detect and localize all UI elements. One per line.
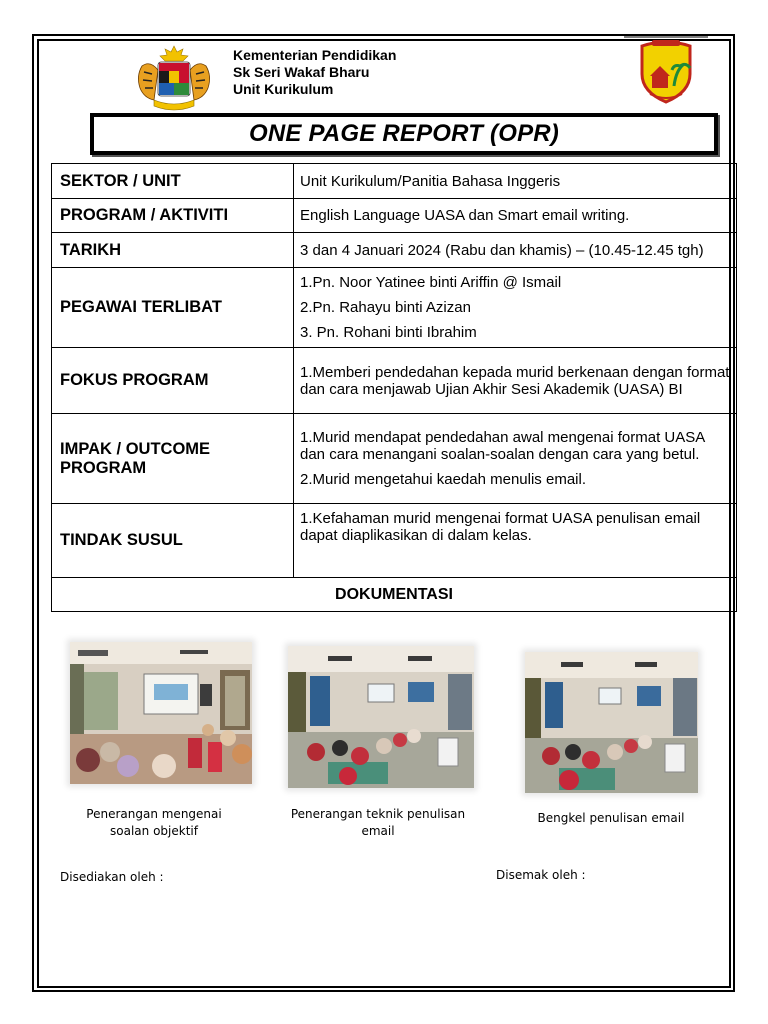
label-tindak: TINDAK SUSUL bbox=[52, 504, 294, 578]
label-pegawai: PEGAWAI TERLIBAT bbox=[52, 268, 294, 348]
value-tindak bbox=[294, 504, 737, 578]
fokus-item-1: 1.Memberi pendedahan kepada murid berkenaan dengan format dan cara menjawab Ujian Akhir Sesi Akademik (UASA) BI bbox=[300, 363, 730, 398]
officer-3: 3. Pn. Rohani binti Ibrahim bbox=[300, 324, 477, 341]
row-dokumentasi bbox=[52, 578, 737, 612]
impak-item-1: 1.Murid mendapat pendedahan awal mengenai format UASA dan cara menangani soalan-soalan dengan cara yang betul. bbox=[300, 429, 705, 463]
row-impak bbox=[52, 414, 737, 504]
row-pegawai bbox=[52, 268, 737, 348]
value-sektor: Unit Kurikulum/Panitia Bahasa Inggeris bbox=[294, 164, 737, 199]
coat-of-arms-logo bbox=[128, 44, 220, 112]
label-sektor: SEKTOR / UNIT bbox=[52, 164, 294, 199]
school-name: Sk Seri Wakaf Bharu bbox=[233, 64, 370, 80]
report-table bbox=[51, 163, 737, 612]
label-fokus: FOKUS PROGRAM bbox=[52, 348, 294, 414]
value-fokus bbox=[294, 348, 737, 414]
tindak-item-1: 1.Kefahaman murid mengenai format UASA penulisan email dapat diaplikasikan di dalam kelas. bbox=[300, 510, 701, 544]
dokumentasi-heading: DOKUMENTASI bbox=[52, 578, 737, 612]
prepared-by-label: Disediakan oleh : bbox=[60, 870, 164, 884]
label-tarikh: TARIKH bbox=[52, 233, 294, 268]
label-program: PROGRAM / AKTIVITI bbox=[52, 199, 294, 233]
officer-2: 2.Pn. Rahayu binti Azizan bbox=[300, 299, 471, 316]
row-tarikh bbox=[52, 233, 737, 268]
report-title: ONE PAGE REPORT (OPR) bbox=[248, 120, 559, 147]
officer-1: 1.Pn. Noor Yatinee binti Ariffin @ Ismail bbox=[300, 274, 562, 291]
checked-by-label: Disemak oleh : bbox=[496, 868, 586, 882]
unit-name: Unit Kurikulum bbox=[233, 81, 334, 97]
value-pegawai bbox=[294, 268, 737, 348]
value-program: English Language UASA dan Smart email writing. bbox=[294, 199, 737, 233]
ministry-name: Kementerian Pendidikan bbox=[233, 47, 397, 63]
value-impak bbox=[294, 414, 737, 504]
photo-email-writing-lesson bbox=[288, 646, 474, 788]
caption-photo-3: Bengkel penulisan email bbox=[537, 811, 685, 825]
impak-item-2: 2.Murid mengetahui kaedah menulis email. bbox=[300, 471, 586, 488]
caption-photo-2: Penerangan teknik penulisan email bbox=[290, 807, 466, 838]
row-fokus bbox=[52, 348, 737, 414]
photo-email-workshop bbox=[525, 652, 698, 793]
row-tindak bbox=[52, 504, 737, 578]
row-program bbox=[52, 199, 737, 233]
school-badge-logo bbox=[624, 36, 708, 108]
label-impak: IMPAK / OUTCOME PROGRAM bbox=[52, 414, 294, 504]
caption-photo-1: Penerangan mengenai soalan objektif bbox=[86, 807, 222, 838]
row-sektor bbox=[52, 164, 737, 199]
photo-classroom-presentation bbox=[70, 642, 252, 784]
ministry-header bbox=[233, 47, 396, 98]
report-title-box bbox=[90, 113, 718, 155]
value-tarikh: 3 dan 4 Januari 2024 (Rabu dan khamis) – (10.45-12.45 tgh) bbox=[294, 233, 737, 268]
